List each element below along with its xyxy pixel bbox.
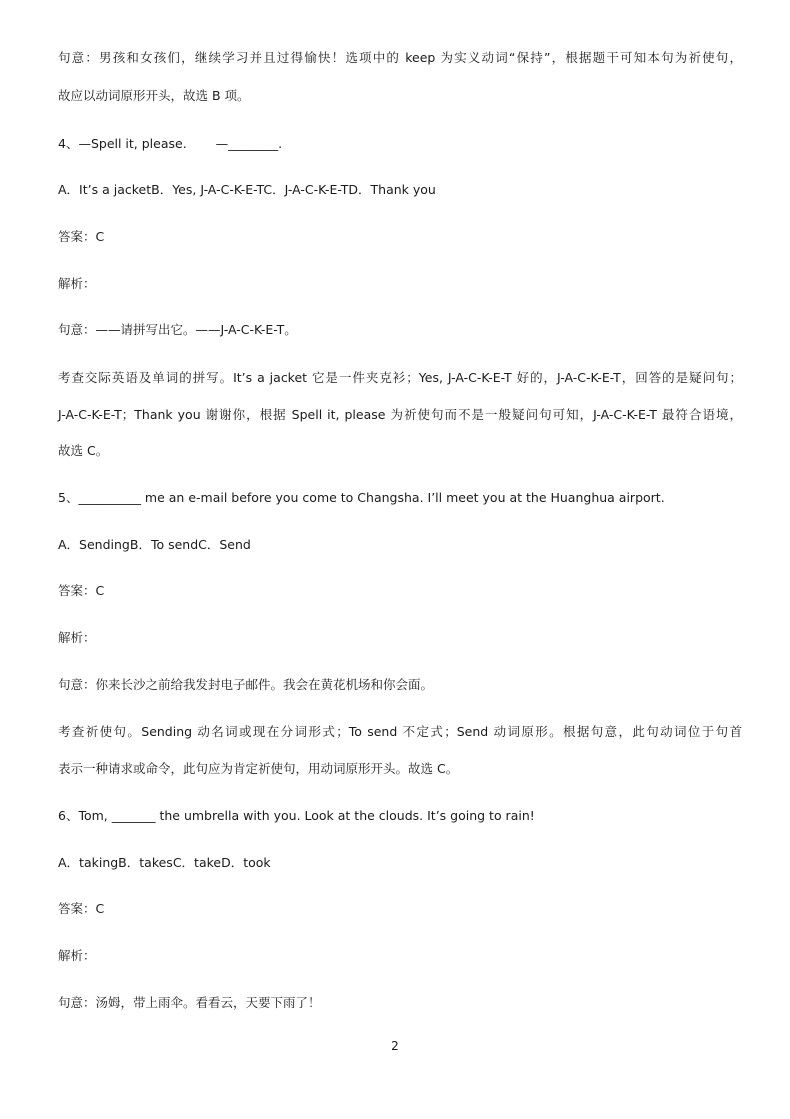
text-line: 故应以动词原形开头，故选 B 项。 bbox=[58, 88, 250, 103]
text-line: 句意：男孩和女孩们，继续学习并且过得愉快！选项中的 keep 为实义动词“保持”，根据题干可知本句为祈使句， bbox=[58, 50, 742, 65]
question-6: 6、Tom, _______ the umbrella with you. Look at the clouds. It’s going to rain! bbox=[58, 808, 535, 823]
explanation-line: 故选 C。 bbox=[58, 443, 109, 458]
explanation-line: 考查祈使句。Sending 动名词或现在分词形式；To send 不定式；Send 动词原形。根据句意，此句动词位于句首 bbox=[58, 724, 742, 739]
analysis-label: 解析： bbox=[58, 948, 96, 963]
explanation-line: 表示一种请求或命令，此句应为肯定祈使句，用动词原形开头。故选 C。 bbox=[58, 761, 459, 776]
translation-line: 句意：——请拼写出它。——J-A-C-K-E-T。 bbox=[58, 322, 297, 337]
analysis-label: 解析： bbox=[58, 630, 96, 645]
answer-label: 答案：C bbox=[58, 901, 105, 916]
question-6-options: A．takingB．takesC．takeD．took bbox=[58, 855, 271, 870]
explanation-line: 考查交际英语及单词的拼写。It’s a jacket 它是一件夹克衫；Yes, J-A-C-K-E-T 好的，J-A-C-K-E-T，回答的是疑问句； bbox=[58, 370, 742, 385]
analysis-label: 解析： bbox=[58, 276, 96, 291]
explanation-line: J-A-C-K-E-T；Thank you 谢谢你，根据 Spell it, please 为祈使句而不是一般疑问句可知，J-A-C-K-E-T 最符合语境， bbox=[58, 407, 742, 422]
translation-line: 句意：你来长沙之前给我发封电子邮件。我会在黄花机场和你会面。 bbox=[58, 677, 434, 692]
question-5: 5、__________ me an e-mail before you come to Changsha. I’ll meet you at the Huanghua airport. bbox=[58, 490, 665, 505]
translation-line: 句意：汤姆，带上雨伞。看看云，天要下雨了！ bbox=[58, 995, 321, 1010]
question-4-options: A．It’s a jacketB．Yes, J-A-C-K-E-TC．J-A-C-K-E-TD．Thank you bbox=[58, 182, 436, 197]
answer-label: 答案：C bbox=[58, 229, 105, 244]
question-5-options: A．SendingB．To sendC．Send bbox=[58, 537, 251, 552]
question-4: 4、—Spell it, please. —________. bbox=[58, 136, 283, 151]
answer-label: 答案：C bbox=[58, 583, 105, 598]
page-number: 2 bbox=[391, 1039, 399, 1053]
